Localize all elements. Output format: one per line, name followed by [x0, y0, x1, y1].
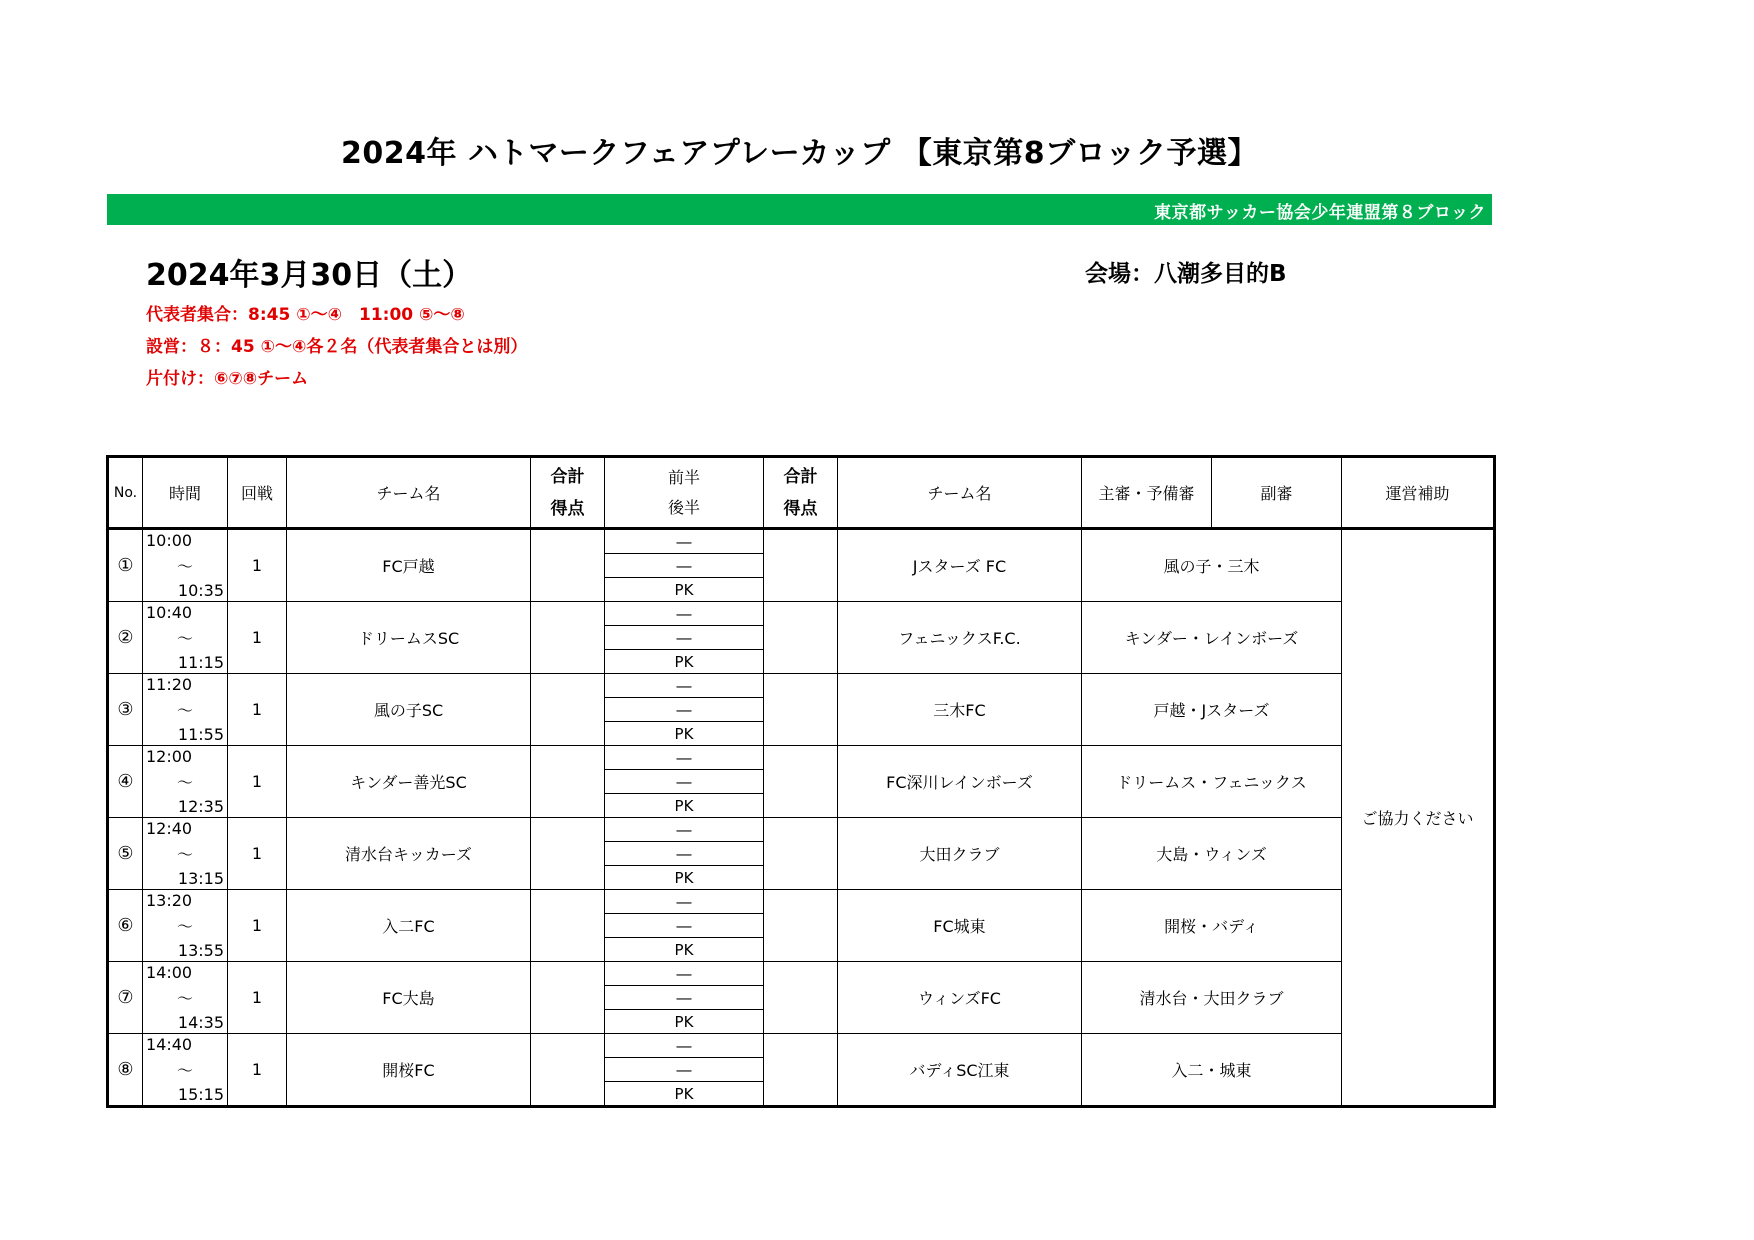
venue: 会場：八潮多目的B: [1085, 261, 1287, 287]
second-half-score: ―: [605, 626, 763, 650]
team-b-total-score: [764, 818, 838, 890]
header-row: [108, 457, 1495, 529]
match-number: ⑧: [108, 1034, 143, 1107]
match-round: 1: [228, 746, 287, 818]
second-half-score: ―: [605, 770, 763, 794]
match-time: [143, 962, 228, 1034]
match-time: [143, 1034, 228, 1107]
team-a-total-score: [531, 674, 605, 746]
header-time: 時間: [143, 457, 228, 529]
header-total-b: [764, 457, 838, 529]
start-time: 14:40: [146, 1035, 193, 1054]
note-setup: 設営：８：45 ①～④各２名（代表者集合とは別）: [146, 337, 528, 357]
match-row: [108, 674, 1495, 746]
match-number: ⑦: [108, 962, 143, 1034]
match-round: 1: [228, 529, 287, 602]
team-b-total-score: [764, 602, 838, 674]
first-half-score: ―: [605, 674, 763, 698]
organizer-name: 東京都サッカー協会少年連盟第８ブロック: [1154, 203, 1486, 223]
match-time: [143, 602, 228, 674]
match-row: [108, 1034, 1495, 1107]
team-a-total-score: [531, 746, 605, 818]
team-a-name: 入二FC: [287, 890, 531, 962]
support-note: ご協力ください: [1342, 529, 1495, 1107]
second-half-score: ―: [605, 842, 763, 866]
match-row: [108, 962, 1495, 1034]
second-half-score: ―: [605, 914, 763, 938]
match-row: [108, 602, 1495, 674]
time-separator: ～: [176, 557, 193, 576]
half-scores: [605, 674, 764, 746]
match-date: 2024年3月30日（土）: [146, 258, 473, 293]
first-half-score: ―: [605, 746, 763, 770]
team-b-total-score: [764, 962, 838, 1034]
team-a-name: ドリームスSC: [287, 602, 531, 674]
team-b-total-score: [764, 529, 838, 602]
start-time: 10:40: [146, 603, 193, 622]
match-time: [143, 674, 228, 746]
team-a-total-score: [531, 818, 605, 890]
header-score-label: 得点: [550, 498, 585, 519]
pk-score: PK: [674, 652, 694, 671]
match-number: ①: [108, 529, 143, 602]
second-half-score: ―: [605, 554, 763, 578]
time-separator: ～: [176, 773, 193, 792]
half-scores: [605, 602, 764, 674]
team-a-name: 開桜FC: [287, 1034, 531, 1107]
start-time: 13:20: [146, 891, 193, 910]
referee-teams: 開桜・バディ: [1082, 890, 1342, 962]
pk-score: PK: [674, 580, 694, 599]
team-b-name: Jスターズ FC: [838, 529, 1082, 602]
half-scores: [605, 1034, 764, 1107]
team-a-name: FC戸越: [287, 529, 531, 602]
first-half-score: ―: [605, 818, 763, 842]
referee-teams: 大島・ウィンズ: [1082, 818, 1342, 890]
team-a-total-score: [531, 602, 605, 674]
header-total-a: [531, 457, 605, 529]
match-row: [108, 529, 1495, 602]
team-a-total-score: [531, 890, 605, 962]
header-round: 回戦: [228, 457, 287, 529]
match-number: ④: [108, 746, 143, 818]
referee-teams: 入二・城東: [1082, 1034, 1342, 1107]
start-time: 11:20: [146, 675, 193, 694]
half-scores: [605, 818, 764, 890]
header-halves: [605, 457, 764, 529]
half-scores: [605, 962, 764, 1034]
pk-score: PK: [674, 868, 694, 887]
referee-teams: ドリームス・フェニックス: [1082, 746, 1342, 818]
second-half-score: ―: [605, 1058, 763, 1082]
header-second-half: 後半: [667, 497, 700, 517]
organizer-banner: [107, 194, 1492, 225]
pk-score: PK: [674, 724, 694, 743]
end-time: 11:15: [177, 653, 224, 672]
team-a-name: 清水台キッカーズ: [287, 818, 531, 890]
first-half-score: ―: [605, 962, 763, 986]
first-half-score: ―: [605, 602, 763, 626]
referee-teams: 風の子・三木: [1082, 529, 1342, 602]
team-b-name: 三木FC: [838, 674, 1082, 746]
time-separator: ～: [176, 629, 193, 648]
pk-score: PK: [674, 1012, 694, 1031]
match-round: 1: [228, 1034, 287, 1107]
time-separator: ～: [176, 845, 193, 864]
match-round: 1: [228, 962, 287, 1034]
first-half-score: ―: [605, 1034, 763, 1058]
pk-score: PK: [674, 1084, 694, 1103]
end-time: 10:35: [177, 581, 224, 600]
team-b-name: FC城東: [838, 890, 1082, 962]
team-b-name: バディSC江東: [838, 1034, 1082, 1107]
match-round: 1: [228, 818, 287, 890]
page-title: 2024年 ハトマークフェアプレーカップ 【東京第8ブロック予選】: [341, 136, 1258, 171]
team-a-name: 風の子SC: [287, 674, 531, 746]
team-a-total-score: [531, 962, 605, 1034]
schedule-table: [106, 455, 1496, 1108]
team-b-total-score: [764, 674, 838, 746]
second-half-score: ―: [605, 986, 763, 1010]
header-total-label: 合計: [783, 466, 818, 487]
team-a-total-score: [531, 529, 605, 602]
first-half-score: ―: [605, 530, 763, 554]
team-b-name: フェニックスF.C.: [838, 602, 1082, 674]
second-half-score: ―: [605, 698, 763, 722]
start-time: 12:40: [146, 819, 193, 838]
header-assistant-referee: 副審: [1212, 457, 1342, 529]
referee-teams: 戸越・Jスターズ: [1082, 674, 1342, 746]
start-time: 10:00: [146, 531, 193, 550]
end-time: 15:15: [177, 1085, 224, 1104]
end-time: 13:55: [177, 941, 224, 960]
note-cleanup: 片付け：⑥⑦⑧チーム: [146, 369, 309, 389]
header-no: No.: [108, 457, 143, 529]
team-b-name: FC深川レインボーズ: [838, 746, 1082, 818]
time-separator: ～: [176, 701, 193, 720]
end-time: 14:35: [177, 1013, 224, 1032]
start-time: 12:00: [146, 747, 193, 766]
note-assembly: 代表者集合：8:45 ①～④ 11:00 ⑤～⑧: [146, 305, 465, 325]
match-time: [143, 746, 228, 818]
time-separator: ～: [176, 1061, 193, 1080]
half-scores: [605, 890, 764, 962]
header-first-half: 前半: [667, 467, 700, 487]
header-team-b: チーム名: [838, 457, 1082, 529]
team-a-name: FC大島: [287, 962, 531, 1034]
match-time: [143, 529, 228, 602]
half-scores: [605, 529, 764, 602]
end-time: 13:15: [177, 869, 224, 888]
referee-teams: キンダー・レインボーズ: [1082, 602, 1342, 674]
team-a-total-score: [531, 1034, 605, 1107]
match-round: 1: [228, 602, 287, 674]
start-time: 14:00: [146, 963, 193, 982]
match-time: [143, 818, 228, 890]
time-separator: ～: [176, 917, 193, 936]
first-half-score: ―: [605, 890, 763, 914]
referee-teams: 清水台・大田クラブ: [1082, 962, 1342, 1034]
team-a-name: キンダー善光SC: [287, 746, 531, 818]
match-number: ③: [108, 674, 143, 746]
team-b-name: ウィンズFC: [838, 962, 1082, 1034]
match-round: 1: [228, 674, 287, 746]
pk-score: PK: [674, 940, 694, 959]
team-b-total-score: [764, 1034, 838, 1107]
match-row: [108, 746, 1495, 818]
match-number: ⑤: [108, 818, 143, 890]
pk-score: PK: [674, 796, 694, 815]
match-time: [143, 890, 228, 962]
header-team-a: チーム名: [287, 457, 531, 529]
team-b-name: 大田クラブ: [838, 818, 1082, 890]
match-row: [108, 890, 1495, 962]
end-time: 11:55: [177, 725, 224, 744]
half-scores: [605, 746, 764, 818]
time-separator: ～: [176, 989, 193, 1008]
team-b-total-score: [764, 890, 838, 962]
match-number: ⑥: [108, 890, 143, 962]
match-round: 1: [228, 890, 287, 962]
header-referee: 主審・予備審: [1082, 457, 1212, 529]
header-total-label: 合計: [550, 466, 585, 487]
team-b-total-score: [764, 746, 838, 818]
match-number: ②: [108, 602, 143, 674]
match-row: [108, 818, 1495, 890]
header-score-label: 得点: [783, 498, 818, 519]
end-time: 12:35: [177, 797, 224, 816]
header-support: 運営補助: [1342, 457, 1495, 529]
